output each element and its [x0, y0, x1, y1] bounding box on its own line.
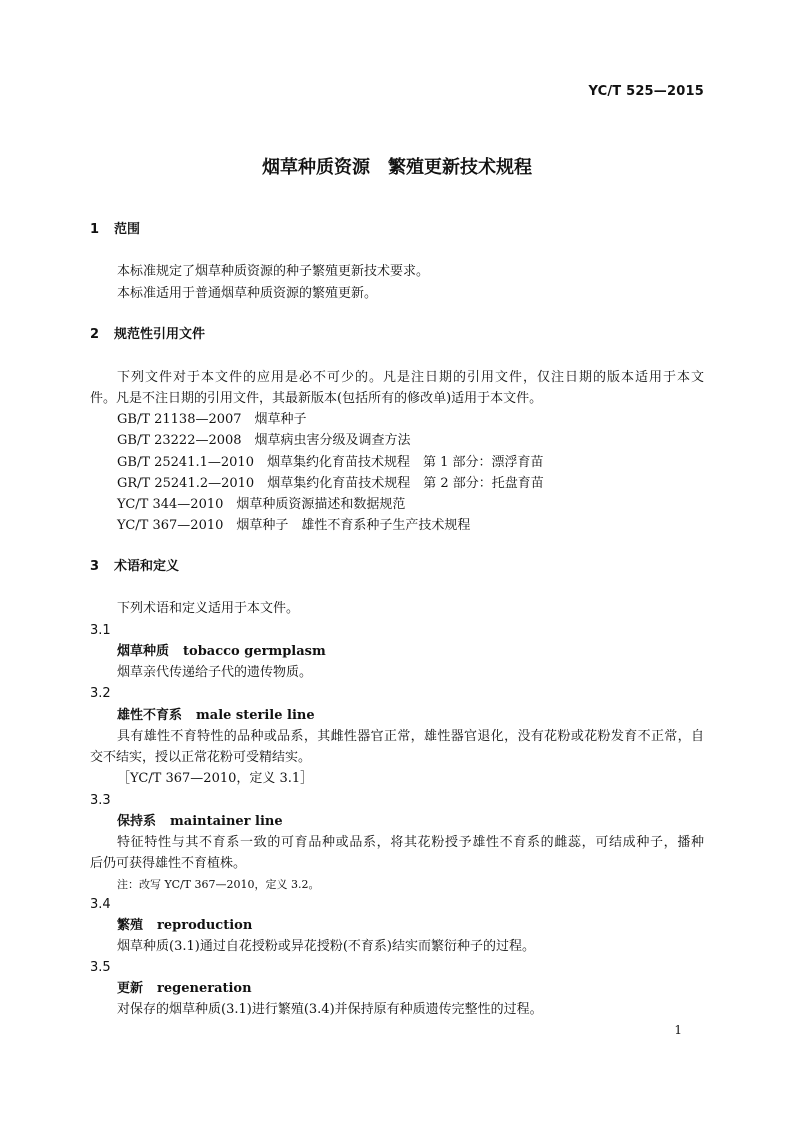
section-number: 1 — [90, 222, 100, 237]
term-definition-line: 具有雄性不育特性的品种或品系，其雌性器官正常，雄性器官退化，没有花粉或花粉发育不正常，自 — [117, 729, 704, 744]
reference-item: GB/T 21138—2007 烟草种子 — [117, 412, 307, 427]
reference-item: GB/T 25241.1—2010 烟草集约化育苗技术规程 第 1 部分：漂浮育苗 — [117, 455, 544, 470]
reference-item: YC/T 344—2010 烟草种质资源描述和数据规范 — [117, 497, 406, 512]
term-chinese: 烟草种质 — [117, 644, 170, 659]
reference-item: GR/T 25241.2—2010 烟草集约化育苗技术规程 第 2 部分：托盘育苗 — [117, 476, 544, 491]
reference-item: YC/T 367—2010 烟草种子 雄性不育系种子生产技术规程 — [117, 518, 471, 533]
term-source: ［YC/T 367—2010，定义 3.1］ — [117, 771, 314, 786]
paragraph-line: 件。凡是不注日期的引用文件，其最新版本(包括所有的修改单)适用于本文件。 — [90, 391, 543, 406]
section-number: 3 — [90, 559, 100, 574]
term-definition: 烟草亲代传递给子代的遗传物质。 — [117, 665, 313, 680]
page-number: 1 — [674, 1023, 682, 1037]
term-definition-line: 后仍可获得雄性不育植株。 — [90, 856, 247, 871]
term-english: tobacco germplasm — [183, 644, 326, 659]
term-english: regeneration — [157, 981, 252, 996]
term-number: 3.2 — [90, 686, 111, 701]
section-title: 术语和定义 — [114, 559, 180, 574]
term-heading — [117, 918, 252, 934]
term-definition: 烟草种质(3.1)通过自花授粉或异花授粉(不育系)结实而繁衍种子的过程。 — [117, 939, 535, 954]
term-chinese: 更新 — [117, 981, 144, 996]
term-chinese: 繁殖 — [117, 918, 144, 933]
reference-item: GB/T 23222—2008 烟草病虫害分级及调查方法 — [117, 433, 411, 448]
term-definition-line: 交不结实，授以正常花粉可受精结实。 — [90, 750, 312, 765]
term-heading — [117, 981, 252, 997]
term-heading — [117, 644, 326, 660]
term-heading — [117, 708, 315, 724]
term-english: reproduction — [157, 918, 253, 933]
term-definition: 对保存的烟草种质(3.1)进行繁殖(3.4)并保持原有种质遗传完整性的过程。 — [117, 1002, 543, 1017]
paragraph: 本标准适用于普通烟草种质资源的繁殖更新。 — [117, 286, 378, 301]
term-chinese: 雄性不育系 — [117, 708, 183, 723]
term-number: 3.1 — [90, 623, 111, 638]
section-number: 2 — [90, 327, 100, 342]
paragraph: 下列术语和定义适用于本文件。 — [117, 601, 300, 616]
term-english: male sterile line — [196, 708, 315, 723]
term-number: 3.3 — [90, 793, 111, 808]
term-number: 3.5 — [90, 960, 111, 975]
term-chinese: 保持系 — [117, 814, 157, 829]
section-title: 规范性引用文件 — [114, 327, 206, 342]
term-definition-line: 特征特性与其不育系一致的可育品种或品系，将其花粉授予雄性不育系的雌蕊，可结成种子，播种 — [117, 835, 704, 850]
term-number: 3.4 — [90, 897, 111, 912]
term-note: 注：改写 YC/T 367—2010，定义 3.2。 — [117, 878, 320, 891]
term-heading — [117, 814, 283, 830]
paragraph-line: 下列文件对于本文件的应用是必不可少的。凡是注日期的引用文件，仅注日期的版本适用于本文 — [117, 370, 704, 385]
standard-code: YC/T 525—2015 — [588, 84, 704, 99]
section-1-heading — [90, 222, 140, 238]
section-3-heading — [90, 559, 179, 575]
term-english: maintainer line — [170, 814, 283, 829]
section-2-heading — [90, 327, 205, 343]
document-title: 烟草种质资源 繁殖更新技术规程 — [262, 157, 532, 178]
section-title: 范围 — [114, 222, 141, 237]
paragraph: 本标准规定了烟草种质资源的种子繁殖更新技术要求。 — [117, 264, 430, 279]
